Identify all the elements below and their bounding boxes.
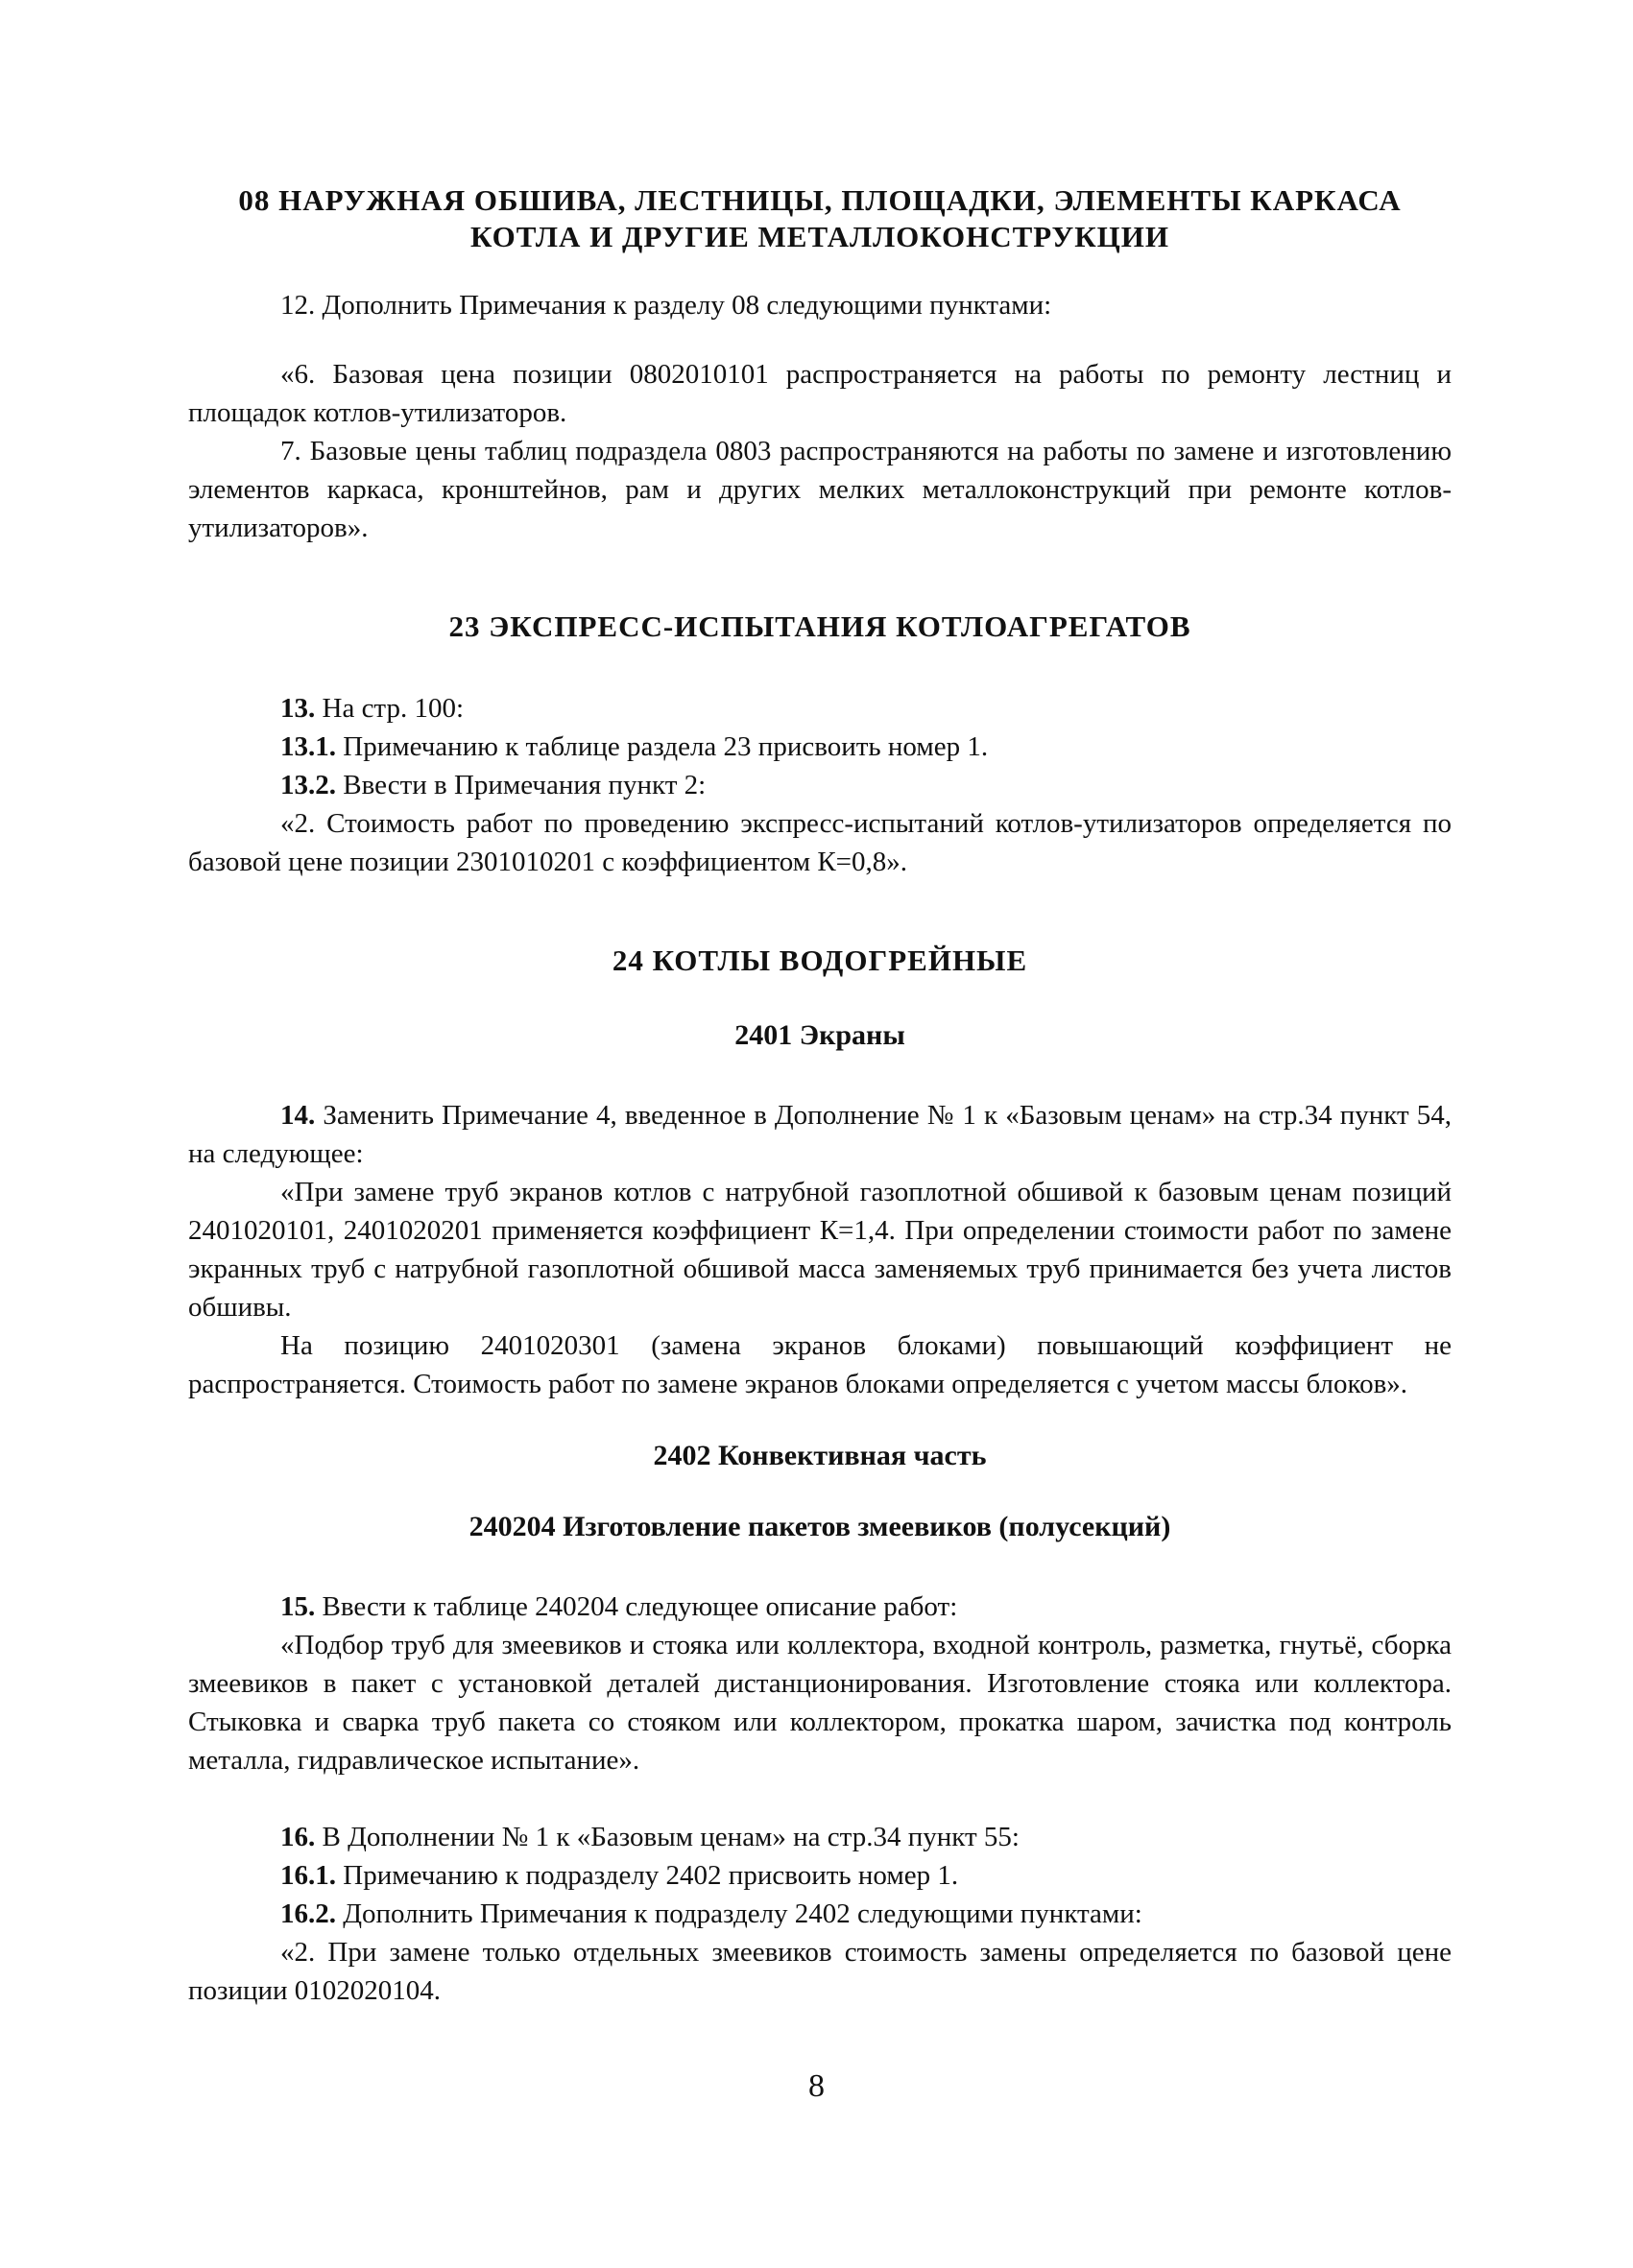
item-16-2-text: Дополнить Примечания к подразделу 2402 следующими пунктами: <box>336 1898 1142 1929</box>
subsection-2402-title: 2402 Конвективная часть <box>653 1440 987 1471</box>
item-13 <box>188 689 1452 728</box>
item-16-1-text: Примечанию к подразделу 2402 присвоить номер 1. <box>336 1860 959 1891</box>
item-13-text: На стр. 100: <box>315 693 465 724</box>
item-14-quote-2: На позицию 2401020301 (замена экранов блоками) повышающий коэффициент не распространяется. Стоимость работ по замене экранов блоками определяется с учетом массы блоков». <box>188 1330 1452 1399</box>
section-08-title-line1: 08 НАРУЖНАЯ ОБШИВА, ЛЕСТНИЦЫ, ПЛОЩАДКИ, ЭЛЕМЕНТЫ КАРКАСА <box>238 183 1402 217</box>
item-16-number: 16. <box>280 1822 316 1852</box>
section-08-title-line2: КОТЛА И ДРУГИЕ МЕТАЛЛОКОНСТРУКЦИИ <box>469 220 1170 253</box>
page-number: 8 <box>808 2068 825 2104</box>
section-23-title: 23 ЭКСПРЕСС-ИСПЫТАНИЯ КОТЛОАГРЕГАТОВ <box>448 609 1191 643</box>
item-16-2-number: 16.2. <box>280 1898 336 1929</box>
item-13-2-number: 13.2. <box>280 770 336 800</box>
note-6: «6. Базовая цена позиции 0802010101 распространяется на работы по ремонту лестниц и площадок котлов-утилизаторов. <box>188 359 1452 428</box>
item-12 <box>188 286 1452 324</box>
item-16 <box>188 1818 1452 1856</box>
item-13-1 <box>188 728 1452 766</box>
item-16-1-number: 16.1. <box>280 1860 336 1891</box>
page-content <box>188 182 1452 2010</box>
item-15-text: Ввести к таблице 240204 следующее описание работ: <box>315 1591 958 1622</box>
item-13-number: 13. <box>280 693 316 724</box>
item-14-text: Заменить Примечание 4, введенное в Дополнение № 1 к «Базовым ценам» на стр.34 пункт 54, на следующее: <box>188 1100 1452 1169</box>
item-14-quote: «При замене труб экранов котлов с натрубной газоплотной обшивой к базовым ценам позиций 2401020101, 2401020201 применяется коэффициент К=1,4. При определении стоимости работ по замене экранных труб с натрубной газоплотной обшивой масса заменяемых труб принимается без учета листов обшивы. <box>188 1177 1452 1323</box>
note-2-express-tests: «2. Стоимость работ по проведению экспресс-испытаний котлов-утилизаторов определяется по базовой цене позиции 2301010201 с коэффициентом К=0,8». <box>188 808 1452 877</box>
item-16-quote: «2. При замене только отдельных змеевиков стоимость замены определяется по базовой цене позиции 0102020104. <box>188 1937 1452 2006</box>
item-16-text: В Дополнении № 1 к «Базовым ценам» на стр.34 пункт 55: <box>315 1822 1020 1852</box>
section-24-title: 24 КОТЛЫ ВОДОГРЕЙНЫЕ <box>612 943 1028 977</box>
item-13-1-text: Примечанию к таблице раздела 23 присвоить номер 1. <box>336 731 989 762</box>
item-12-text: . Дополнить Примечания к разделу 08 следующими пунктами: <box>308 290 1052 321</box>
item-15-quote: «Подбор труб для змеевиков и стояка или коллектора, входной контроль, разметка, гнутьё, сборка змеевиков в пакет с установкой деталей дистанционирования. Изготовление стояка или коллектора. Стыковка и сварка труб пакета со стояком или коллектором, прокатка шаром, зачистка под контроль металла, гидравлическое испытание». <box>188 1630 1452 1776</box>
item-13-1-number: 13.1. <box>280 731 336 762</box>
item-15 <box>188 1588 1452 1626</box>
subsection-2401-title: 2401 Экраны <box>734 1019 905 1051</box>
item-14 <box>188 1096 1452 1173</box>
item-13-2 <box>188 766 1452 804</box>
note-7: 7. Базовые цены таблиц подраздела 0803 распространяются на работы по замене и изготовлению элементов каркаса, кронштейнов, рам и других мелких металлоконструкций при ремонте котлов-утилизаторов». <box>188 436 1452 543</box>
item-16-1 <box>188 1856 1452 1895</box>
table-240204-title: 240204 Изготовление пакетов змеевиков (полусекций) <box>468 1511 1171 1542</box>
item-15-number: 15. <box>280 1591 316 1622</box>
item-13-2-text: Ввести в Примечания пункт 2: <box>336 770 707 800</box>
item-14-number: 14. <box>280 1100 316 1131</box>
item-12-number: 12 <box>280 290 308 321</box>
item-16-2 <box>188 1895 1452 1933</box>
